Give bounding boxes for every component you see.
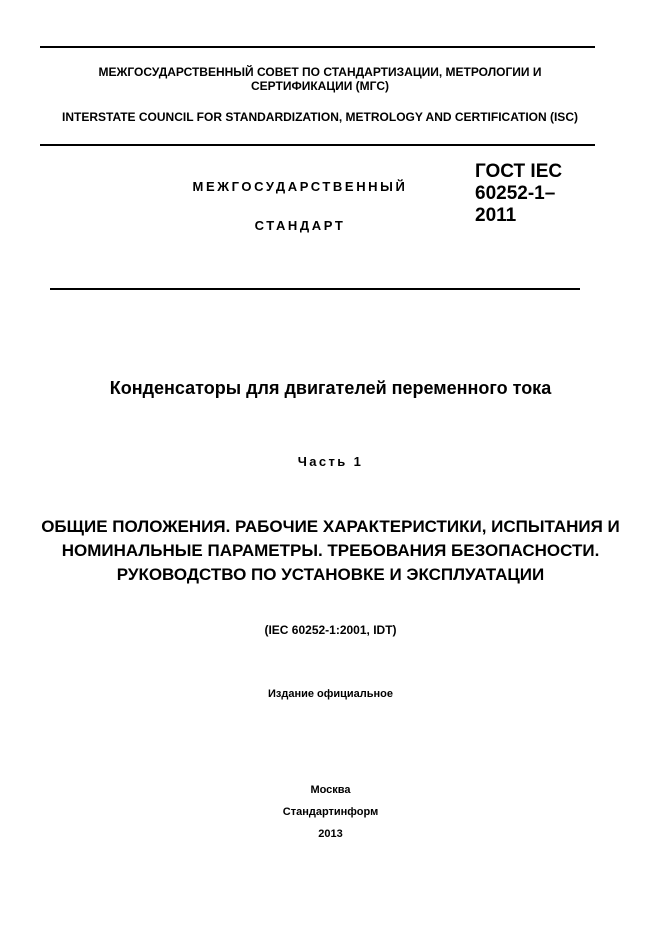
imprint-city: Москва <box>310 784 351 796</box>
imprint-publisher: Стандартинформ <box>282 806 379 818</box>
standard-rule <box>50 288 580 290</box>
header-rule <box>40 144 595 146</box>
standard-code-line-3: 2011 <box>475 205 517 226</box>
top-rule <box>40 46 595 48</box>
standard-code <box>475 161 625 227</box>
iec-reference: (IEC 60252-1:2001, IDT) <box>264 623 397 637</box>
standard-code-line-1: ГОСТ IEC <box>475 161 563 182</box>
document-title: Конденсаторы для двигателей переменного тока <box>109 378 552 398</box>
edition-label: Издание официальное <box>267 688 394 700</box>
standard-type-word-1: МЕЖГОСУДАРСТВЕННЫЙ <box>192 179 408 194</box>
standard-type-word-2: СТАНДАРТ <box>254 218 346 233</box>
council-name-ru: МЕЖГОСУДАРСТВЕННЫЙ СОВЕТ ПО СТАНДАРТИЗАЦИИ, МЕТРОЛОГИИ И СЕРТИФИКАЦИИ (МГС) <box>98 65 542 93</box>
council-name-en: INTERSTATE COUNCIL FOR STANDARDIZATION, METROLOGY AND CERTIFICATION (ISC) <box>62 110 578 124</box>
standard-code-line-2: 60252-1– <box>475 183 556 204</box>
document-subtitle: ОБЩИЕ ПОЛОЖЕНИЯ. РАБОЧИЕ ХАРАКТЕРИСТИКИ, ИСПЫТАНИЯ И НОМИНАЛЬНЫЕ ПАРАМЕТРЫ. ТРЕБОВАНИЯ БЕЗОПАСНОСТИ. РУКОВОДСТВО ПО УСТАНОВКЕ И ЭКСПЛУАТАЦИИ <box>41 517 620 584</box>
part-label: Часть 1 <box>297 454 364 469</box>
imprint-year: 2013 <box>318 828 343 840</box>
